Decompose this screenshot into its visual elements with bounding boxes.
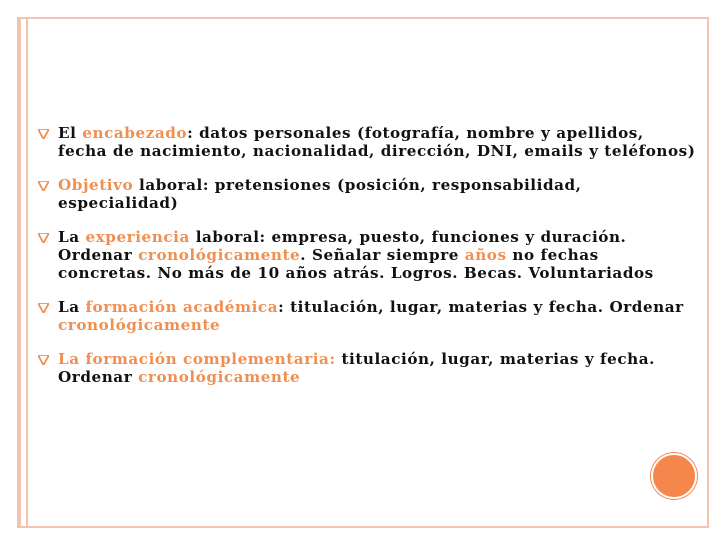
bullet-marker-icon	[38, 129, 49, 139]
orange-circle-decoration	[651, 453, 697, 499]
bullet-text: El	[58, 124, 83, 142]
bullet-text: laboral: pretensiones (posición, responsabilidad, especialidad)	[58, 176, 582, 212]
bullet-item	[38, 177, 698, 213]
bullet-text: titulación, lugar, materias y fecha. Ordenar	[58, 350, 655, 386]
bullet-marker-icon	[38, 355, 49, 365]
bullet-text: : titulación, lugar, materias y fecha. Ordenar	[278, 298, 684, 317]
bullet-text: La	[58, 298, 86, 317]
bullet-item	[38, 351, 698, 387]
highlight-term: La formación complementaria:	[58, 350, 336, 369]
bullet-list	[38, 125, 698, 403]
bullet-text: no fechas concretas. No más de 10 años atrás. Logros. Becas. Voluntariados	[58, 245, 654, 282]
highlight-term: cronológicamente	[138, 245, 301, 264]
left-rail-decoration	[19, 17, 28, 528]
bullet-item	[38, 229, 698, 282]
bullet-marker-icon	[38, 303, 49, 313]
highlight-term: experiencia	[85, 228, 190, 247]
bullet-marker-icon	[38, 233, 49, 243]
highlight-term: Objetivo	[58, 176, 134, 195]
highlight-term: años	[464, 245, 507, 264]
bullet-text: . Señalar siempre	[300, 245, 465, 264]
bullet-item	[38, 125, 698, 161]
bullet-text: La	[58, 228, 86, 247]
highlight-term: formación académica	[85, 298, 279, 317]
highlight-term: encabezado	[82, 124, 188, 142]
highlight-term: cronológicamente	[58, 315, 221, 334]
bullet-text: : datos personales (fotografía, nombre y apellidos, fecha de nacimiento, nacionalidad, dirección, DNI, emails y teléfonos)	[58, 124, 696, 160]
bullet-marker-icon	[38, 181, 49, 191]
bullet-item	[38, 299, 698, 335]
highlight-term: cronológicamente	[138, 367, 301, 386]
bullet-text: laboral: empresa, puesto, funciones y duración. Ordenar	[58, 228, 627, 264]
